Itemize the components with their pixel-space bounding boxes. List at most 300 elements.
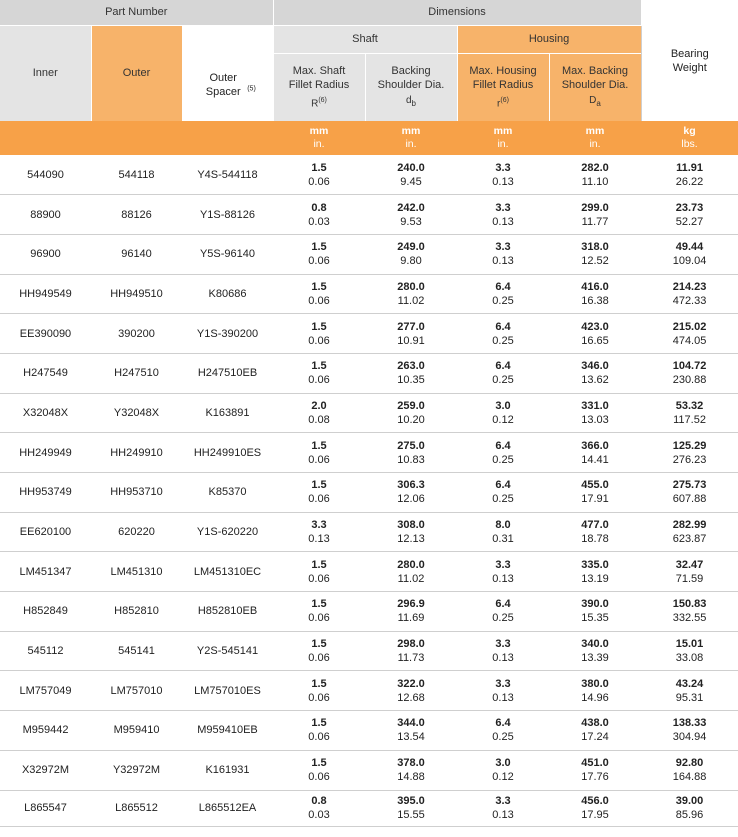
- housing-fillet-cell-mm: 3.3: [495, 558, 511, 571]
- max-backing-shoulder-cell-in: 16.65: [581, 334, 609, 347]
- table-row: [0, 234, 738, 274]
- backing-shoulder-cell: [365, 155, 457, 195]
- bearing-weight-cell-mm: 32.47: [675, 558, 704, 571]
- housing-fillet-cell-mm: 6.4: [495, 717, 511, 730]
- backing-shoulder-cell-mm: 277.0: [397, 320, 425, 333]
- backing-shoulder-cell: [365, 790, 457, 826]
- backing-shoulder-cell-in: 9.45: [400, 175, 422, 188]
- outer-part-cell: 545141: [91, 631, 182, 671]
- backing-shoulder-cell-in: 10.20: [397, 413, 425, 426]
- shaft-fillet-cell: [273, 552, 365, 592]
- outer-header: Outer: [91, 25, 182, 121]
- housing-fillet-cell-mm: 6.4: [495, 598, 511, 611]
- housing-fillet-cell-in: 0.13: [492, 215, 514, 228]
- backing-shoulder-cell-mm: 242.0: [397, 201, 425, 214]
- table-row: [0, 155, 738, 195]
- shaft-fillet-cell-mm: 1.5: [311, 280, 327, 293]
- outer-spacer-cell: L865512EA: [182, 790, 273, 826]
- housing-fillet-cell: [457, 592, 549, 632]
- table-row: [0, 671, 738, 711]
- dimensions-header: Dimensions: [273, 0, 641, 25]
- backing-shoulder-cell: [365, 274, 457, 314]
- bearing-weight-cell-mm: 23.73: [675, 201, 704, 214]
- bearing-weight-cell-mm: 92.80: [675, 757, 704, 770]
- backing-shoulder-cell: [365, 195, 457, 235]
- backing-shoulder-cell: [365, 433, 457, 473]
- bearing-weight-cell-mm: 214.23: [672, 280, 707, 293]
- max-backing-shoulder-cell-mm: 340.0: [581, 638, 609, 651]
- bearing-weight-cell: [641, 750, 738, 790]
- bearing-weight-cell-mm: 275.73: [672, 479, 707, 492]
- max-backing-shoulder-cell-mm: 456.0: [581, 795, 609, 807]
- backing-shoulder-cell-mm: 322.0: [397, 677, 425, 690]
- outer-spacer-cell: H852810EB: [182, 592, 273, 632]
- max-backing-shoulder-cell-mm: 366.0: [581, 439, 609, 452]
- bearing-weight-cell: [641, 195, 738, 235]
- max-backing-shoulder-cell: [549, 314, 641, 354]
- shaft-fillet-cell: [273, 473, 365, 513]
- table-row: [0, 353, 738, 393]
- outer-part-cell: LM451310: [91, 552, 182, 592]
- housing-header: Housing: [457, 25, 641, 53]
- backing-shoulder-cell: [365, 512, 457, 552]
- housing-fillet-cell-in: 0.25: [492, 294, 514, 307]
- housing-fillet-cell: [457, 631, 549, 671]
- max-backing-shoulder-cell-mm: 423.0: [581, 320, 609, 333]
- table-row: [0, 790, 738, 826]
- outer-part-cell: L865512: [91, 790, 182, 826]
- backing-shoulder-cell-in: 11.02: [397, 294, 425, 307]
- housing-fillet-cell-mm: 6.4: [495, 280, 511, 293]
- max-backing-shoulder-cell-in: 17.95: [581, 809, 609, 821]
- bearing-weight-cell: [641, 155, 738, 195]
- backing-shoulder-cell: [365, 592, 457, 632]
- backing-shoulder-cell-mm: 259.0: [397, 399, 425, 412]
- shaft-fillet-cell-mm: 1.5: [311, 558, 327, 571]
- inner-part-cell: 96900: [0, 234, 91, 274]
- backing-shoulder-cell: [365, 473, 457, 513]
- bearing-weight-cell-in: 607.88: [672, 493, 707, 506]
- inner-part-cell: HH953749: [0, 473, 91, 513]
- bearing-weight-cell: [641, 512, 738, 552]
- shaft-fillet-cell: [273, 353, 365, 393]
- outer-part-cell: 544118: [91, 155, 182, 195]
- table-row: [0, 314, 738, 354]
- bearing-weight-cell-in: 85.96: [675, 809, 704, 821]
- housing-fillet-cell-in: 0.13: [492, 691, 514, 704]
- max-backing-shoulder-cell-in: 17.24: [581, 731, 609, 744]
- max-backing-shoulder-cell-in: 16.38: [581, 294, 609, 307]
- max-backing-shoulder-cell-in: 11.77: [581, 215, 609, 228]
- housing-fillet-cell-mm: 3.0: [495, 399, 511, 412]
- max-backing-shoulder-cell-mm: 438.0: [581, 717, 609, 730]
- housing-fillet-cell-mm: 8.0: [495, 519, 511, 532]
- backing-shoulder-cell-mm: 306.3: [397, 479, 425, 492]
- bearing-weight-cell-in: 276.23: [672, 453, 707, 466]
- inner-part-cell: 544090: [0, 155, 91, 195]
- housing-fillet-cell: [457, 433, 549, 473]
- shaft-fillet-cell-in: 0.06: [308, 652, 330, 665]
- shaft-fillet-cell-mm: 2.0: [311, 399, 327, 412]
- shaft-fillet-cell-mm: 1.5: [311, 320, 327, 333]
- table-row: [0, 393, 738, 433]
- max-backing-shoulder-cell: [549, 473, 641, 513]
- housing-fillet-cell-mm: 6.4: [495, 320, 511, 333]
- inner-part-cell: 545112: [0, 631, 91, 671]
- bearing-weight-cell: [641, 671, 738, 711]
- max-backing-shoulder-cell-mm: 346.0: [581, 360, 609, 373]
- shaft-fillet-cell: [273, 234, 365, 274]
- bearing-weight-cell-in: 33.08: [675, 652, 704, 665]
- outer-spacer-cell: Y1S-390200: [182, 314, 273, 354]
- housing-fillet-cell-in: 0.25: [492, 493, 514, 506]
- shaft-fillet-cell: [273, 631, 365, 671]
- max-backing-shoulder-cell-mm: 477.0: [581, 519, 609, 532]
- outer-part-cell: M959410: [91, 711, 182, 751]
- backing-shoulder-cell-mm: 263.0: [397, 360, 425, 373]
- table-row: [0, 631, 738, 671]
- shaft-fillet-cell-in: 0.06: [308, 294, 330, 307]
- backing-shoulder-cell: [365, 314, 457, 354]
- outer-part-cell: 88126: [91, 195, 182, 235]
- outer-part-cell: LM757010: [91, 671, 182, 711]
- bearing-weight-cell-mm: 125.29: [672, 439, 707, 452]
- shaft-fillet-cell: [273, 711, 365, 751]
- max-backing-shoulder-cell-in: 13.62: [581, 374, 609, 387]
- bearing-weight-cell-mm: 43.24: [675, 677, 704, 690]
- backing-shoulder-cell-mm: 280.0: [397, 280, 425, 293]
- backing-shoulder-cell-in: 10.91: [397, 334, 425, 347]
- inner-part-cell: X32048X: [0, 393, 91, 433]
- bearing-weight-cell: [641, 314, 738, 354]
- housing-fillet-cell: [457, 234, 549, 274]
- shaft-fillet-cell-mm: 0.8: [311, 201, 327, 214]
- bearing-weight-cell-in: 71.59: [675, 572, 704, 585]
- unit-cell: kg lbs.: [641, 121, 738, 155]
- backing-shoulder-cell-mm: 344.0: [397, 717, 425, 730]
- housing-fillet-cell-in: 0.25: [492, 374, 514, 387]
- backing-shoulder-cell: [365, 234, 457, 274]
- bearing-weight-cell-mm: 53.32: [675, 399, 704, 412]
- backing-shoulder-cell: [365, 353, 457, 393]
- max-backing-shoulder-cell-in: 17.91: [581, 493, 609, 506]
- inner-part-cell: H852849: [0, 592, 91, 632]
- housing-fillet-cell: [457, 473, 549, 513]
- backing-shoulder-cell-mm: 298.0: [397, 638, 425, 651]
- inner-part-cell: L865547: [0, 790, 91, 826]
- housing-fillet-cell-mm: 3.3: [495, 201, 511, 214]
- inner-part-cell: H247549: [0, 353, 91, 393]
- bearing-weight-cell-mm: 49.44: [675, 241, 704, 254]
- housing-fillet-header: Max. Housing Fillet Radius $r^{(6)}$: [457, 53, 549, 121]
- unit-cell: mm in.: [273, 121, 365, 155]
- housing-fillet-cell: [457, 552, 549, 592]
- shaft-fillet-cell: [273, 314, 365, 354]
- shaft-fillet-cell-in: 0.06: [308, 691, 330, 704]
- bearing-weight-cell-in: 109.04: [672, 255, 707, 268]
- shaft-fillet-cell-in: 0.06: [308, 731, 330, 744]
- bearing-weight-cell-mm: 39.00: [675, 795, 704, 807]
- shaft-fillet-cell: [273, 790, 365, 826]
- outer-spacer-header: Outer Spacer $^{(5)}$: [182, 25, 273, 121]
- backing-shoulder-cell-mm: 378.0: [397, 757, 425, 770]
- table-row: [0, 750, 738, 790]
- max-backing-shoulder-cell-mm: 299.0: [581, 201, 609, 214]
- bearing-weight-cell-mm: 104.72: [672, 360, 707, 373]
- shaft-fillet-cell-in: 0.06: [308, 493, 330, 506]
- max-backing-shoulder-cell-mm: 318.0: [581, 241, 609, 254]
- shaft-fillet-cell-in: 0.06: [308, 175, 330, 188]
- max-backing-shoulder-cell-in: 17.76: [581, 771, 609, 784]
- bearing-weight-cell-mm: 150.83: [672, 598, 707, 611]
- bearing-weight-cell-in: 332.55: [672, 612, 707, 625]
- shaft-header: Shaft: [273, 25, 457, 53]
- bearing-weight-cell-in: 26.22: [675, 175, 704, 188]
- housing-fillet-cell: [457, 274, 549, 314]
- housing-fillet-cell: [457, 711, 549, 751]
- shaft-fillet-cell: [273, 750, 365, 790]
- outer-part-cell: Y32048X: [91, 393, 182, 433]
- outer-spacer-cell: HH249910ES: [182, 433, 273, 473]
- shaft-fillet-cell-mm: 1.5: [311, 479, 327, 492]
- backing-shoulder-cell-in: 12.13: [397, 533, 425, 546]
- inner-part-cell: LM757049: [0, 671, 91, 711]
- table-row: [0, 473, 738, 513]
- outer-spacer-cell: Y5S-96140: [182, 234, 273, 274]
- table-row: [0, 274, 738, 314]
- bearing-weight-cell: [641, 353, 738, 393]
- shaft-fillet-cell: [273, 671, 365, 711]
- housing-fillet-cell: [457, 671, 549, 711]
- max-backing-shoulder-cell: [549, 234, 641, 274]
- outer-spacer-cell: K161931: [182, 750, 273, 790]
- max-backing-shoulder-cell: [549, 711, 641, 751]
- shaft-fillet-cell-mm: 0.8: [311, 795, 327, 807]
- backing-shoulder-cell-in: 12.06: [397, 493, 425, 506]
- max-backing-shoulder-cell: [549, 750, 641, 790]
- max-backing-shoulder-cell-mm: 390.0: [581, 598, 609, 611]
- housing-fillet-cell-mm: 3.3: [495, 677, 511, 690]
- outer-spacer-cell: Y4S-544118: [182, 155, 273, 195]
- max-backing-shoulder-cell-mm: 455.0: [581, 479, 609, 492]
- housing-fillet-cell: [457, 314, 549, 354]
- bearing-weight-header: Bearing Weight: [641, 0, 738, 121]
- housing-fillet-cell: [457, 353, 549, 393]
- shaft-fillet-cell-in: 0.06: [308, 771, 330, 784]
- backing-shoulder-cell-in: 15.55: [397, 809, 425, 821]
- bearing-weight-cell-in: 230.88: [672, 374, 707, 387]
- max-backing-shoulder-cell-mm: 451.0: [581, 757, 609, 770]
- outer-spacer-cell: M959410EB: [182, 711, 273, 751]
- table-row: [0, 433, 738, 473]
- shaft-fillet-cell-in: 0.03: [308, 215, 330, 228]
- backing-shoulder-cell-mm: 395.0: [397, 795, 425, 807]
- housing-fillet-cell-in: 0.25: [492, 453, 514, 466]
- max-backing-shoulder-cell: [549, 552, 641, 592]
- shaft-fillet-cell: [273, 274, 365, 314]
- table-row: [0, 711, 738, 751]
- bearing-weight-cell: [641, 552, 738, 592]
- backing-shoulder-cell-in: 12.68: [397, 691, 425, 704]
- inner-part-cell: M959442: [0, 711, 91, 751]
- bearing-weight-cell-mm: 282.99: [672, 519, 707, 532]
- shaft-fillet-cell-mm: 1.5: [311, 439, 327, 452]
- shaft-fillet-cell-in: 0.08: [308, 413, 330, 426]
- backing-shoulder-cell-mm: 308.0: [397, 519, 425, 532]
- housing-fillet-cell-mm: 3.3: [495, 795, 511, 807]
- housing-fillet-cell-in: 0.25: [492, 334, 514, 347]
- bearing-weight-cell: [641, 393, 738, 433]
- max-backing-shoulder-cell-mm: 282.0: [581, 161, 609, 174]
- housing-fillet-cell-in: 0.13: [492, 652, 514, 665]
- backing-shoulder-cell-in: 11.02: [397, 572, 425, 585]
- max-backing-shoulder-cell-mm: 335.0: [581, 558, 609, 571]
- backing-shoulder-cell-in: 10.83: [397, 453, 425, 466]
- max-backing-shoulder-cell-mm: 416.0: [581, 280, 609, 293]
- backing-shoulder-cell: [365, 711, 457, 751]
- shaft-fillet-cell-mm: 1.5: [311, 717, 327, 730]
- inner-part-cell: HH949549: [0, 274, 91, 314]
- housing-fillet-cell: [457, 155, 549, 195]
- inner-part-cell: X32972M: [0, 750, 91, 790]
- max-backing-shoulder-cell-in: 11.10: [581, 175, 609, 188]
- max-backing-shoulder-cell-in: 13.03: [581, 413, 609, 426]
- max-backing-shoulder-cell: [549, 393, 641, 433]
- bearing-weight-cell: [641, 711, 738, 751]
- shaft-fillet-cell-in: 0.06: [308, 255, 330, 268]
- backing-shoulder-cell-mm: 240.0: [397, 161, 425, 174]
- shaft-fillet-cell-mm: 1.5: [311, 638, 327, 651]
- max-backing-shoulder-cell: [549, 195, 641, 235]
- housing-fillet-cell: [457, 750, 549, 790]
- housing-fillet-cell-in: 0.31: [492, 533, 514, 546]
- outer-part-cell: Y32972M: [91, 750, 182, 790]
- outer-spacer-cell: Y2S-545141: [182, 631, 273, 671]
- max-backing-shoulder-cell: [549, 671, 641, 711]
- shaft-fillet-cell-in: 0.13: [308, 533, 330, 546]
- bearing-weight-cell-in: 52.27: [675, 215, 704, 228]
- inner-part-cell: HH249949: [0, 433, 91, 473]
- backing-shoulder-header: Backing Shoulder Dia. $d_b$: [365, 53, 457, 121]
- housing-fillet-cell-mm: 6.4: [495, 479, 511, 492]
- max-backing-shoulder-cell-in: 14.96: [581, 691, 609, 704]
- housing-fillet-cell-in: 0.12: [492, 771, 514, 784]
- shaft-fillet-cell: [273, 195, 365, 235]
- bearing-weight-cell: [641, 234, 738, 274]
- housing-fillet-cell-mm: 3.3: [495, 161, 511, 174]
- housing-fillet-cell: [457, 195, 549, 235]
- outer-part-cell: HH953710: [91, 473, 182, 513]
- housing-fillet-cell-mm: 6.4: [495, 360, 511, 373]
- bearing-weight-cell: [641, 473, 738, 513]
- backing-shoulder-cell: [365, 552, 457, 592]
- outer-part-cell: HH949510: [91, 274, 182, 314]
- outer-spacer-cell: K80686: [182, 274, 273, 314]
- table-row: [0, 592, 738, 632]
- bearing-weight-cell: [641, 790, 738, 826]
- max-backing-shoulder-cell: [549, 790, 641, 826]
- backing-shoulder-cell: [365, 631, 457, 671]
- inner-header: Inner: [0, 25, 91, 121]
- max-backing-shoulder-cell-mm: 380.0: [581, 677, 609, 690]
- bearing-weight-cell-in: 164.88: [672, 771, 707, 784]
- outer-part-cell: HH249910: [91, 433, 182, 473]
- shaft-fillet-cell-in: 0.06: [308, 572, 330, 585]
- housing-fillet-cell-in: 0.13: [492, 175, 514, 188]
- max-backing-shoulder-cell: [549, 433, 641, 473]
- max-backing-shoulder-cell: [549, 274, 641, 314]
- outer-spacer-cell: LM451310EC: [182, 552, 273, 592]
- max-backing-shoulder-cell-in: 12.52: [581, 255, 609, 268]
- shaft-fillet-cell-mm: 1.5: [311, 677, 327, 690]
- backing-shoulder-cell-in: 11.69: [397, 612, 425, 625]
- housing-fillet-cell: [457, 393, 549, 433]
- max-backing-shoulder-cell-in: 14.41: [581, 453, 609, 466]
- housing-fillet-cell-mm: 3.0: [495, 757, 511, 770]
- bearing-weight-cell-mm: 138.33: [672, 717, 707, 730]
- shaft-fillet-cell-mm: 3.3: [311, 519, 327, 532]
- backing-shoulder-cell-in: 13.54: [397, 731, 425, 744]
- outer-spacer-cell: K85370: [182, 473, 273, 513]
- table-row: [0, 195, 738, 235]
- outer-spacer-cell: Y1S-88126: [182, 195, 273, 235]
- housing-fillet-cell-in: 0.13: [492, 255, 514, 268]
- bearing-weight-cell-in: 117.52: [673, 413, 706, 426]
- inner-part-cell: EE620100: [0, 512, 91, 552]
- backing-shoulder-cell-mm: 275.0: [397, 439, 425, 452]
- bearing-weight-cell-mm: 215.02: [672, 320, 707, 333]
- housing-fillet-cell-in: 0.25: [492, 612, 514, 625]
- outer-spacer-cell: LM757010ES: [182, 671, 273, 711]
- bearing-weight-cell-in: 474.05: [672, 334, 707, 347]
- shaft-fillet-cell-mm: 1.5: [311, 598, 327, 611]
- inner-part-cell: EE390090: [0, 314, 91, 354]
- shaft-fillet-cell-in: 0.06: [308, 453, 330, 466]
- backing-shoulder-cell-mm: 249.0: [397, 241, 425, 254]
- outer-part-cell: 620220: [91, 512, 182, 552]
- backing-shoulder-cell-in: 11.73: [397, 652, 425, 665]
- units-row: [0, 121, 738, 155]
- outer-part-cell: 96140: [91, 234, 182, 274]
- table-row: [0, 552, 738, 592]
- inner-part-cell: LM451347: [0, 552, 91, 592]
- bearing-weight-cell: [641, 592, 738, 632]
- part-number-header: Part Number: [0, 0, 273, 25]
- bearing-weight-cell-in: 472.33: [672, 294, 707, 307]
- outer-part-cell: 390200: [91, 314, 182, 354]
- outer-spacer-cell: K163891: [182, 393, 273, 433]
- unit-cell: mm in.: [457, 121, 549, 155]
- unit-cell: mm in.: [549, 121, 641, 155]
- backing-shoulder-cell-in: 9.80: [400, 255, 422, 268]
- outer-part-cell: H852810: [91, 592, 182, 632]
- bearing-weight-cell-in: 623.87: [672, 533, 707, 546]
- table-row: [0, 512, 738, 552]
- housing-fillet-cell: [457, 512, 549, 552]
- max-backing-shoulder-cell-in: 15.35: [581, 612, 609, 625]
- housing-fillet-cell-in: 0.25: [492, 731, 514, 744]
- outer-spacer-cell: Y1S-620220: [182, 512, 273, 552]
- bearing-weight-cell: [641, 433, 738, 473]
- housing-fillet-cell: [457, 790, 549, 826]
- shaft-fillet-cell: [273, 512, 365, 552]
- backing-shoulder-cell-in: 10.35: [397, 374, 425, 387]
- bearing-weight-cell: [641, 631, 738, 671]
- backing-shoulder-cell: [365, 671, 457, 711]
- bearing-weight-cell-in: 304.94: [672, 731, 707, 744]
- backing-shoulder-cell-in: 9.53: [400, 215, 422, 228]
- max-backing-shoulder-cell: [549, 592, 641, 632]
